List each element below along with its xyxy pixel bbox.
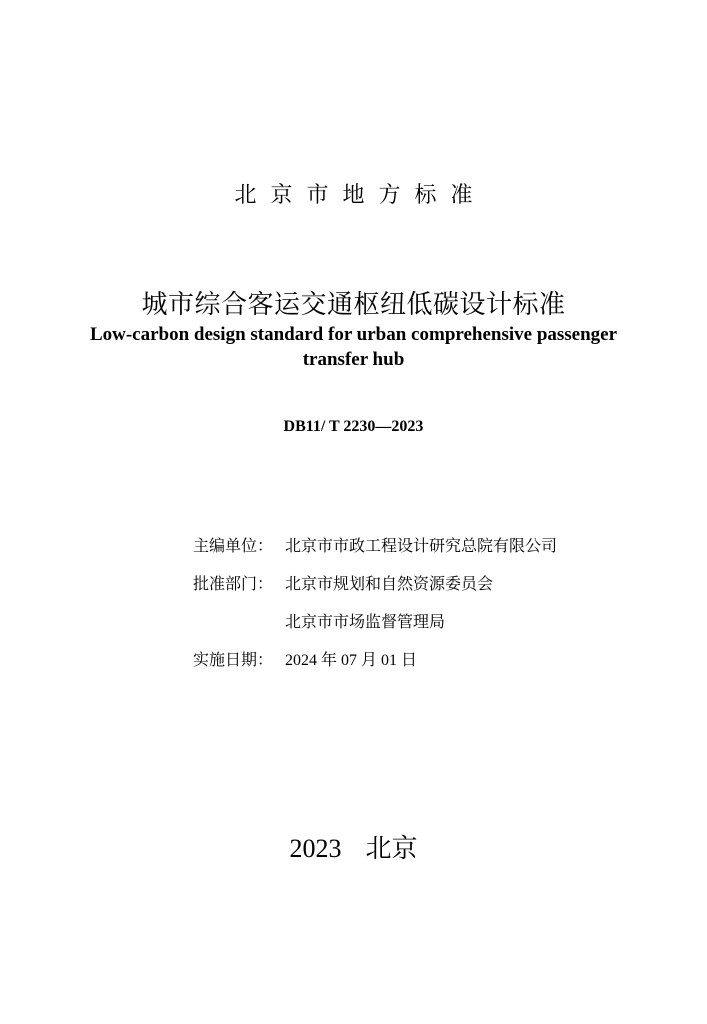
editor-unit-label: 主编单位： [193, 536, 274, 555]
approval-department-row [193, 574, 493, 594]
approval-department-row-2 [193, 612, 445, 632]
implementation-date-label: 实施日期： [193, 650, 274, 669]
editor-unit-value: 北京市市政工程设计研究总院有限公司 [285, 536, 558, 555]
approval-department-label: 批准部门： [193, 574, 274, 593]
footer-city: 北京 [365, 834, 418, 864]
title-english: Low-carbon design standard for urban comprehensive passenger transfer hub [89, 324, 618, 370]
implementation-date-value: 2024 年 07 月 01 日 [285, 652, 418, 669]
approval-department-value-2: 北京市市场监督管理局 [285, 612, 446, 631]
standard-category: 北京市地方标准 [234, 183, 487, 208]
title-chinese: 城市综合客运交通枢纽低碳设计标准 [141, 290, 566, 320]
approval-department-value: 北京市规划和自然资源委员会 [285, 574, 494, 593]
implementation-date-row [193, 650, 417, 671]
editor-unit-row [193, 536, 557, 556]
standard-number: DB11/ T 2230—2023 [283, 418, 424, 435]
footer-year-place [0, 828, 707, 865]
footer-year: 2023 [289, 834, 342, 863]
